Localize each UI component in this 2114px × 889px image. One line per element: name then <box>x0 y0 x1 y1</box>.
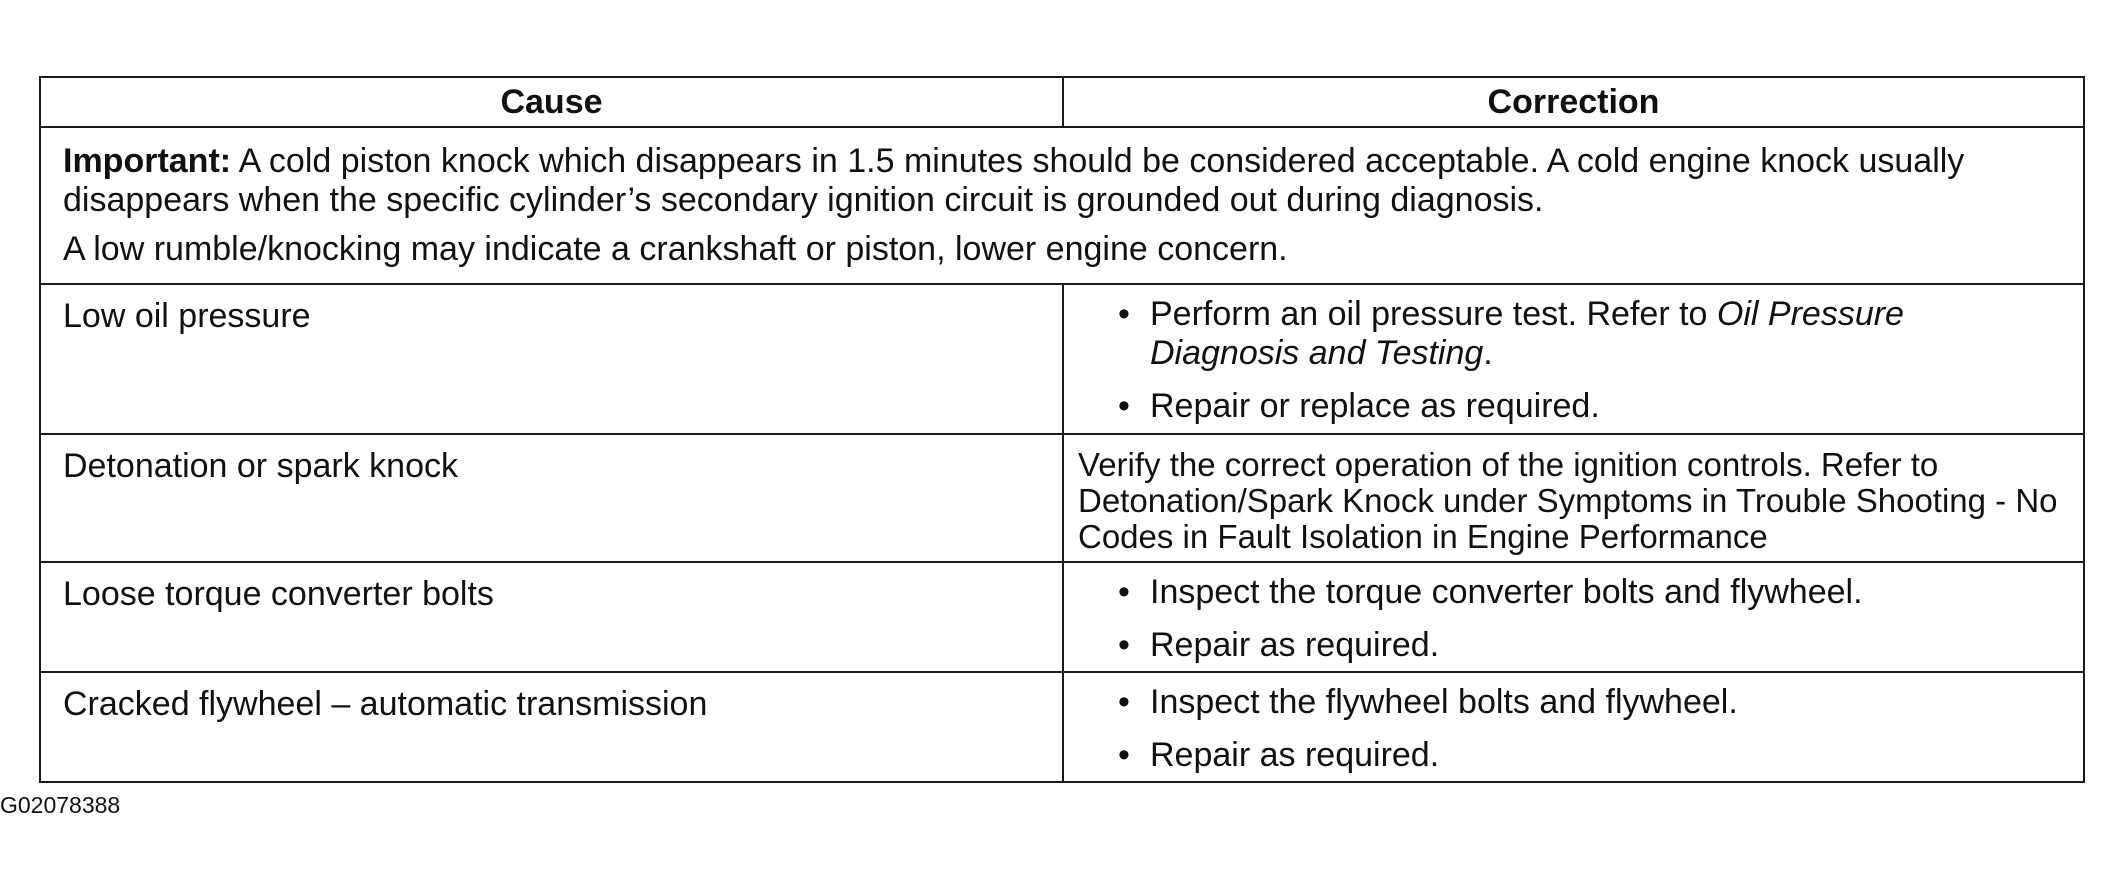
bullet-icon: • <box>1118 736 1130 774</box>
header-row <box>40 77 2084 127</box>
correction-cell <box>1063 562 2084 672</box>
correction-list <box>1116 295 2053 426</box>
important-note-paragraph <box>63 142 2061 220</box>
list-item <box>1116 736 2053 775</box>
table-row <box>40 562 2084 672</box>
figure-id: G02078388 <box>0 792 121 818</box>
correction-cell <box>1063 672 2084 782</box>
correction-header: Correction <box>1063 77 2084 127</box>
correction-cell <box>1063 284 2084 434</box>
list-item <box>1116 683 2053 722</box>
step-text: Repair as required. <box>1150 736 1440 774</box>
step-text: Repair or replace as required. <box>1150 387 1600 425</box>
rumble-note-paragraph: A low rumble/knocking may indicate a crankshaft or piston, lower engine concern. <box>63 230 1288 268</box>
important-note <box>40 127 2084 284</box>
cause-header: Cause <box>40 77 1063 127</box>
list-item <box>1116 387 2053 426</box>
list-item <box>1116 626 2053 665</box>
important-text: A cold piston knock which disappears in 1.5 minutes should be considered acceptable. A cold engine knock usually disappears when the specific cylinder’s secondary ignition circuit is grounded out during diagnosis. <box>63 142 1965 219</box>
cause-cell: Loose torque converter bolts <box>40 562 1063 672</box>
cause-cell: Detonation or spark knock <box>40 434 1063 562</box>
correction-list <box>1116 683 2053 775</box>
table-row <box>40 284 2084 434</box>
correction-cell: Verify the correct operation of the ignition controls. Refer to Detonation/Spark Knock under Symptoms in Trouble Shooting - No Codes in Fault Isolation in Engine Performance <box>1063 434 2084 562</box>
bullet-icon: • <box>1118 295 1130 333</box>
bullet-icon: • <box>1118 626 1130 664</box>
correction-list <box>1116 573 2053 665</box>
step-suffix: . <box>1483 334 1493 372</box>
important-note-row <box>40 127 2084 284</box>
list-item <box>1116 295 2053 373</box>
important-label: Important: <box>63 142 232 180</box>
diagnosis-table <box>39 76 2085 783</box>
bullet-icon: • <box>1118 573 1130 611</box>
table-row <box>40 434 2084 562</box>
bullet-icon: • <box>1118 683 1130 721</box>
list-item <box>1116 573 2053 612</box>
step-text: Inspect the torque converter bolts and flywheel. <box>1150 573 1863 611</box>
table-row <box>40 672 2084 782</box>
bullet-icon: • <box>1118 387 1130 425</box>
cause-cell: Cracked flywheel – automatic transmission <box>40 672 1063 782</box>
step-text: Repair as required. <box>1150 626 1440 664</box>
cause-cell: Low oil pressure <box>40 284 1063 434</box>
step-text: Inspect the flywheel bolts and flywheel. <box>1150 683 1738 721</box>
reference-link-text: Oil Pressure Diagnosis and Testing <box>1150 295 1904 372</box>
step-text: Perform an oil pressure test. Refer to <box>1150 295 1717 333</box>
